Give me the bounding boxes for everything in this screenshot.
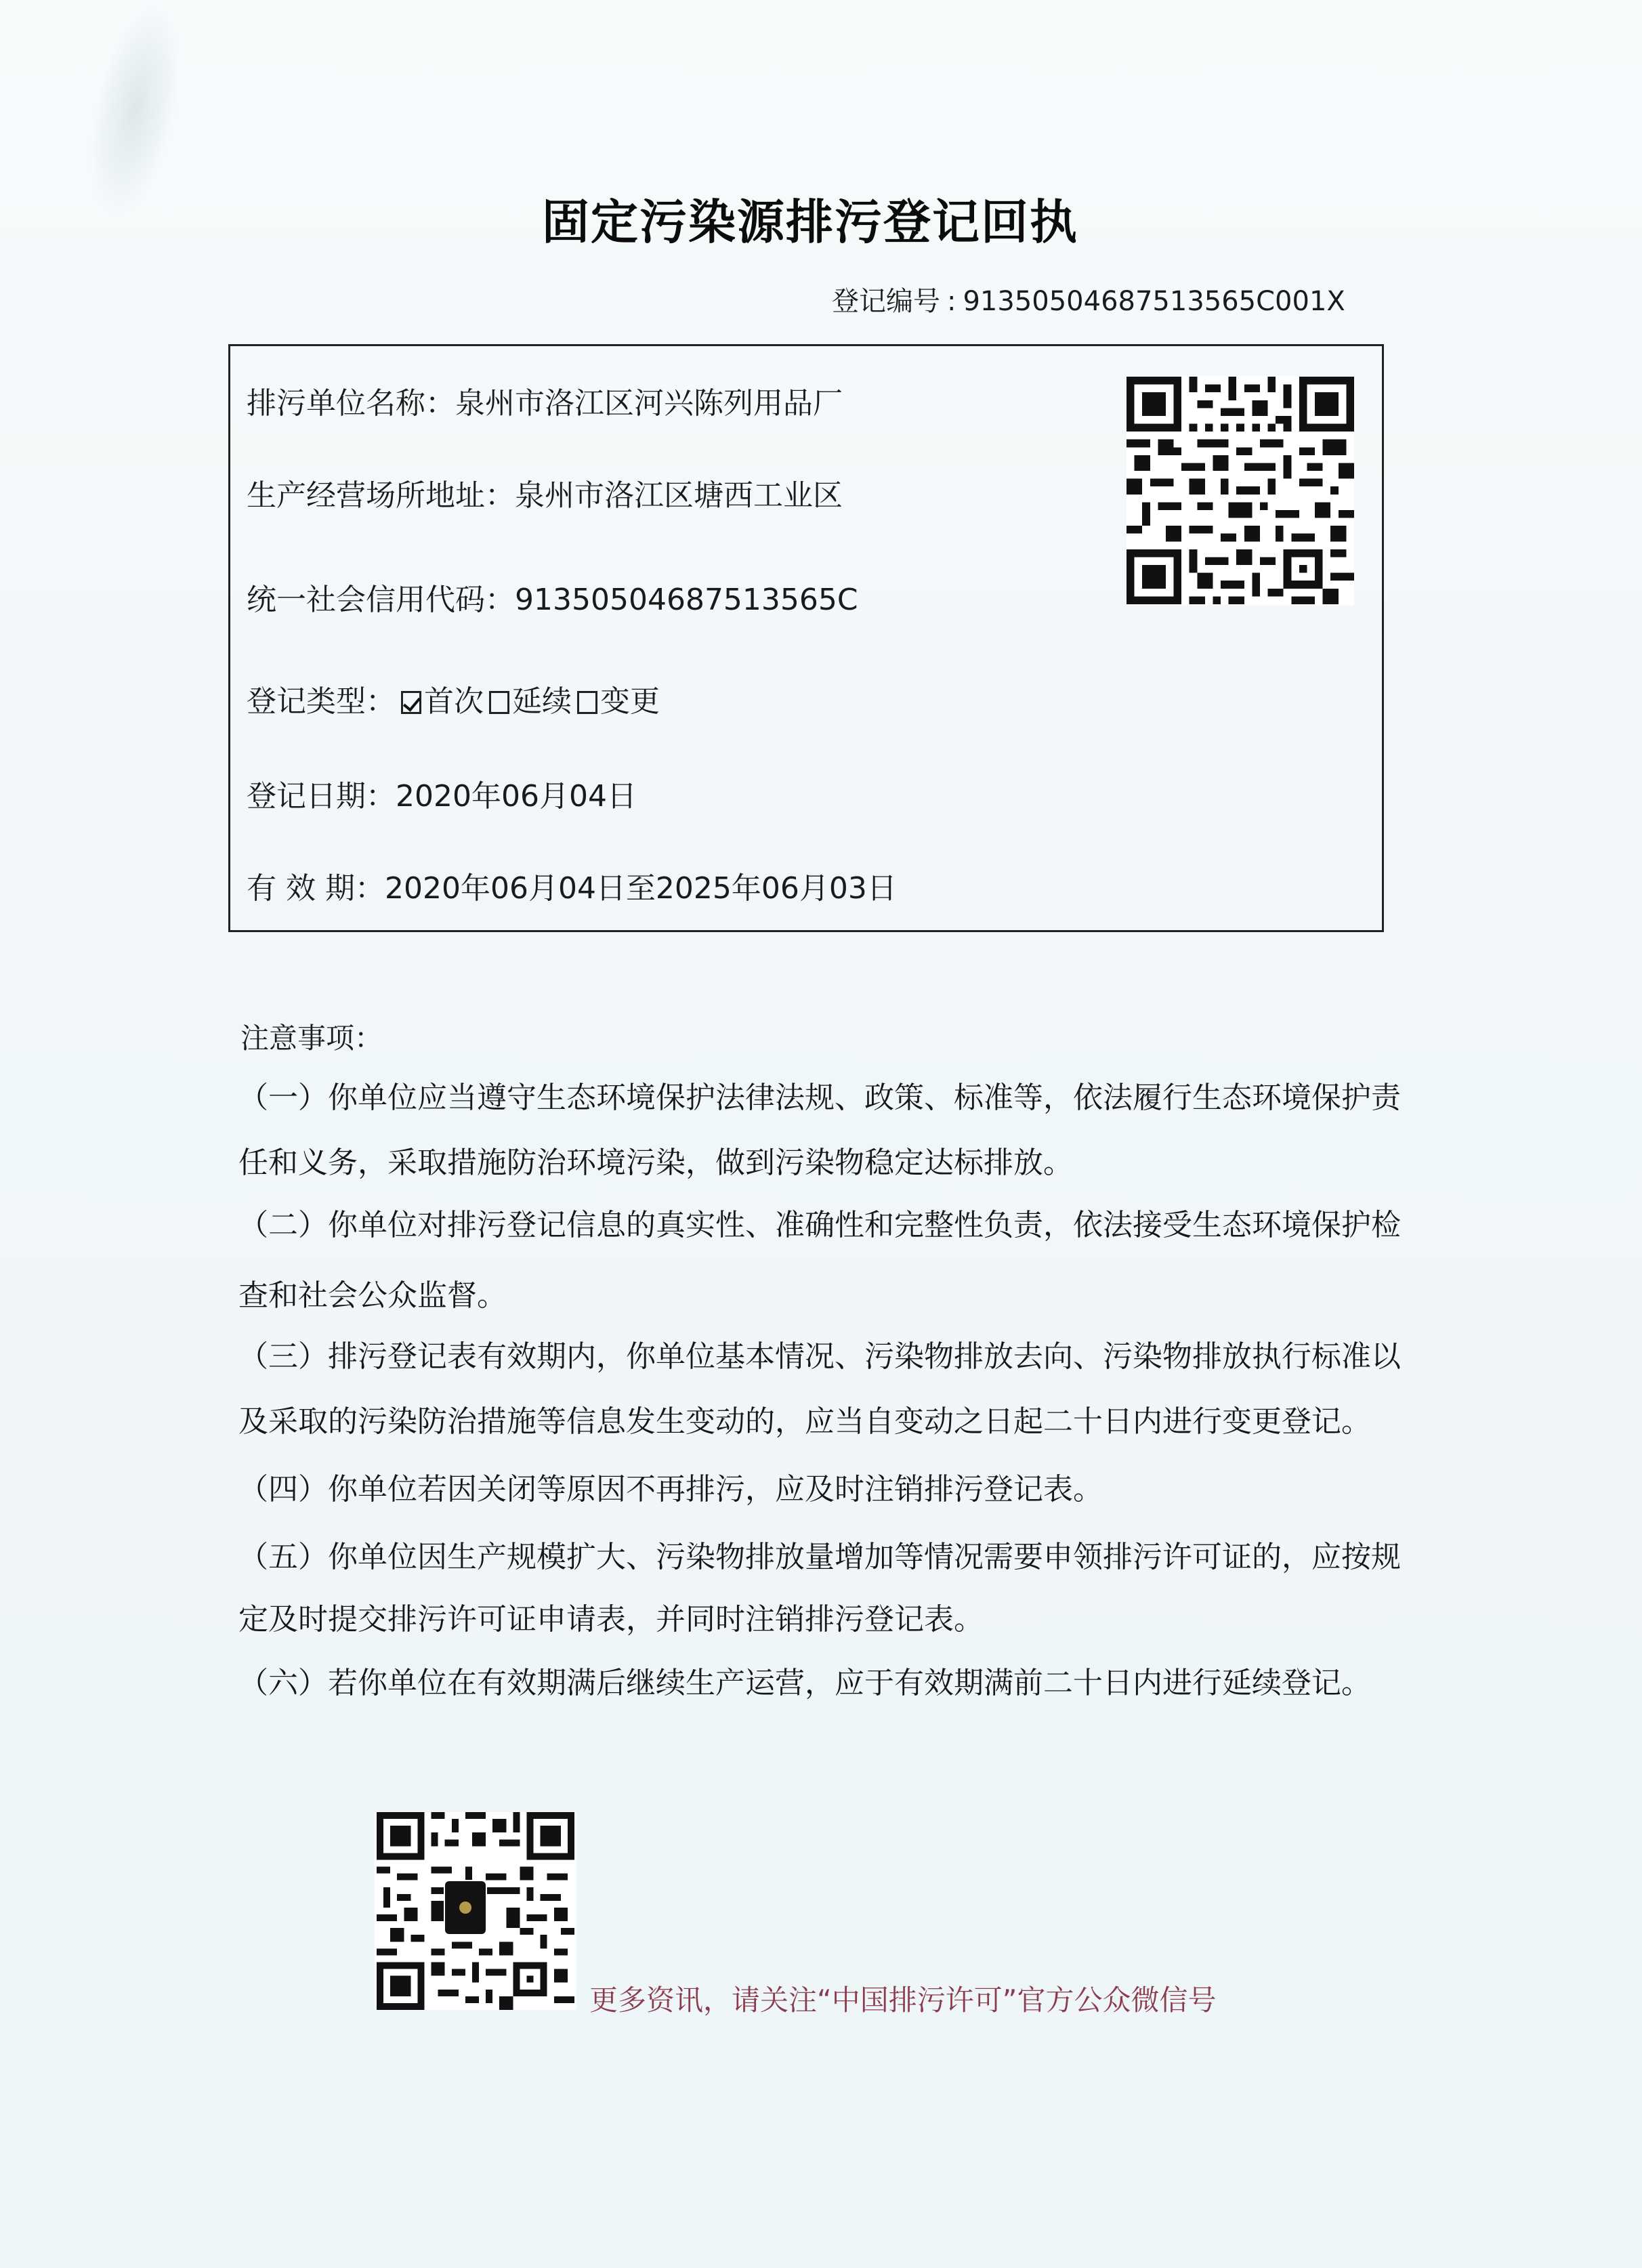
unit-name-row [247,379,843,422]
note-5-continued: 定及时提交排污许可证申请表，并同时注销排污登记表。 [238,1602,984,1637]
emblem-icon [459,1902,471,1914]
checkbox-change[interactable] [577,691,597,714]
colon-separator: : [947,286,956,317]
note-1-continued: 任和义务，采取措施防治环境污染，做到污染物稳定达标排放。 [238,1146,1073,1180]
logo-icon [444,1880,487,1935]
note-6: （六）若你单位在有效期满后继续生产运营，应于有效期满前二十日内进行延续登记。 [238,1666,1371,1700]
document-title: 固定污染源排污登记回执 [542,194,1078,250]
qr-code-icon [1127,376,1354,605]
type-extension: 延续 [512,684,572,719]
checkbox-extension[interactable] [489,691,509,714]
registration-type-row [247,677,660,720]
validity-value: 2020年06月04日至2025年06月03日 [384,871,897,906]
registration-date-row [247,772,637,815]
type-first-time: 首次 [424,684,484,719]
credit-code-value: 91350504687513565C [515,583,858,617]
note-4: （四）你单位若因关闭等原因不再排污，应及时注销排污登记表。 [238,1472,1103,1507]
type-change: 变更 [600,684,660,719]
address-row [247,471,843,514]
note-3-continued: 及采取的污染防治措施等信息发生变动的，应当自变动之日起二十日内进行变更登记。 [238,1404,1371,1439]
note-2: （二）你单位对排污登记信息的真实性、准确性和完整性负责，依法接受生态环境保护检 [238,1208,1401,1242]
credit-code-row [247,575,858,618]
validity-row [247,864,897,907]
note-3: （三）排污登记表有效期内，你单位基本情况、污染物排放去向、污染物排放执行标准以 [238,1339,1401,1374]
registration-type-label: 登记类型： [247,684,396,719]
notes-heading: 注意事项： [240,1022,383,1055]
credit-code-label: 统一社会信用代码： [247,583,515,617]
note-1: （一）你单位应当遵守生态环境保护法律法规、政策、标准等，依法履行生态环境保护责 [238,1080,1401,1115]
unit-name-label: 排污单位名称： [247,386,455,421]
checkbox-first-time-checked[interactable] [401,691,421,714]
registration-date-label: 登记日期： [247,779,396,814]
unit-name-value: 泉州市洛江区河兴陈列用品厂 [455,386,843,421]
validity-label: 有 效 期： [247,871,385,906]
note-5: （五）你单位因生产规模扩大、污染物排放量增加等情况需要申领排污许可证的，应按规 [238,1540,1401,1574]
registration-number-label: 登记编号 [832,286,940,317]
address-label: 生产经营场所地址： [247,478,515,513]
footer-follow-text: 更多资讯，请关注“中国排污许可”官方公众微信号 [589,1983,1217,2017]
note-2-continued: 查和社会公众监督。 [238,1278,507,1313]
registration-number [832,280,1345,318]
registration-number-value: 91350504687513565C001X [963,286,1345,317]
address-value: 泉州市洛江区塘西工业区 [515,478,843,513]
paper-smudge [73,0,198,223]
registration-date-value: 2020年06月04日 [396,779,637,814]
